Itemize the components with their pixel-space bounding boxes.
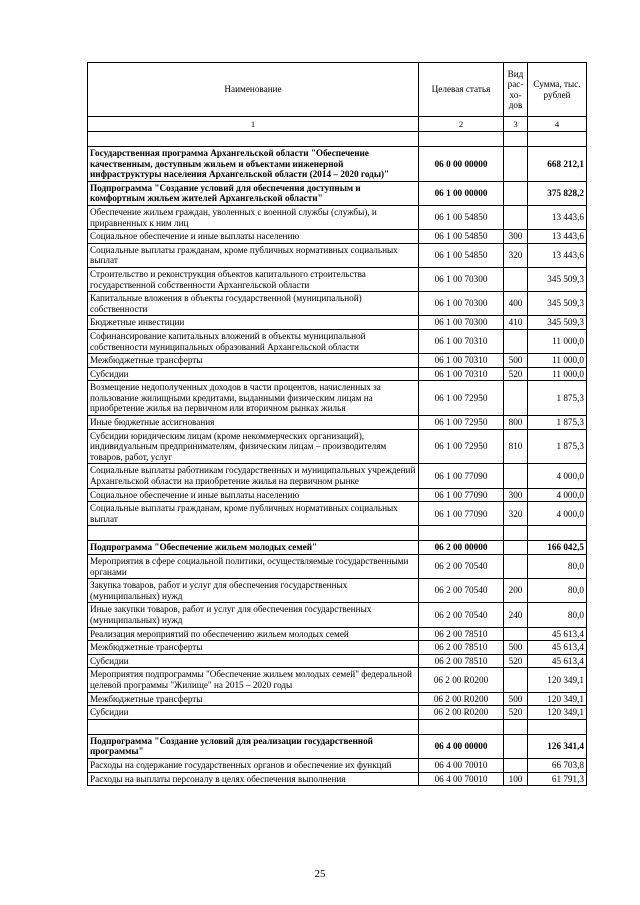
table-row	[88, 627, 587, 641]
column-number: 4	[528, 117, 587, 132]
kind-cell	[504, 668, 528, 692]
table-row	[88, 668, 587, 692]
name-cell: Субсидии	[88, 654, 419, 668]
kind-cell: 400	[504, 292, 528, 316]
code-cell: 06 2 00 70540	[419, 555, 504, 579]
name-cell: Подпрограмма "Создание условий для обеспечения доступным и комфортным жильем жителей Архангельской области"	[88, 181, 419, 205]
code-cell: 06 1 00 54850	[419, 205, 504, 229]
header-code: Целевая статья	[419, 63, 504, 117]
name-cell: Подпрограмма "Создание условий для реализации государственной программы"	[88, 734, 419, 758]
kind-cell: 500	[504, 641, 528, 655]
code-cell: 06 1 00 70300	[419, 316, 504, 330]
kind-cell	[504, 381, 528, 416]
empty-cell	[528, 132, 587, 147]
spacer-row	[88, 526, 587, 541]
name-cell: Государственная программа Архангельской области "Обеспечение качественным, доступным жильем и объектами инженерной инфраструктуры населения Архангельской области (2014 – 2020 годы)"	[88, 147, 419, 182]
code-cell: 06 1 00 77090	[419, 464, 504, 488]
name-cell: Подпрограмма "Обеспечение жильем молодых семей"	[88, 541, 419, 555]
sum-cell: 1 875,3	[528, 381, 587, 416]
budget-table-container	[87, 62, 586, 786]
kind-cell: 410	[504, 316, 528, 330]
sum-cell: 45 613,4	[528, 627, 587, 641]
empty-cell	[419, 719, 504, 734]
kind-cell	[504, 627, 528, 641]
code-cell: 06 4 00 70010	[419, 758, 504, 772]
kind-cell	[504, 267, 528, 291]
name-cell: Межбюджетные трансферты	[88, 692, 419, 706]
kind-cell: 520	[504, 654, 528, 668]
sum-cell: 166 042,5	[528, 541, 587, 555]
sum-cell: 80,0	[528, 555, 587, 579]
table-row	[88, 706, 587, 720]
code-cell: 06 2 00 78510	[419, 654, 504, 668]
name-cell: Обеспечение жильем граждан, уволенных с военной службы (службы), и приравненных к ним лиц	[88, 205, 419, 229]
code-cell: 06 1 00 72950	[419, 381, 504, 416]
sum-cell: 1 875,3	[528, 416, 587, 430]
name-cell: Субсидии	[88, 706, 419, 720]
sum-cell: 668 212,1	[528, 147, 587, 182]
sum-cell: 13 443,6	[528, 205, 587, 229]
name-cell: Субсидии юридическим лицам (кроме некоммерческих организаций), индивидуальным предпринимателям, физическим лицам – производителям товаров, работ, услуг	[88, 429, 419, 464]
empty-cell	[419, 526, 504, 541]
sum-cell: 4 000,0	[528, 488, 587, 502]
kind-cell	[504, 555, 528, 579]
budget-table	[87, 62, 587, 786]
kind-cell	[504, 181, 528, 205]
name-cell: Мероприятия подпрограммы "Обеспечение жильем молодых семей" федеральной целевой программы "Жилище" на 2015 – 2020 годы	[88, 668, 419, 692]
code-cell: 06 2 00 R0200	[419, 692, 504, 706]
kind-cell: 100	[504, 772, 528, 786]
table-row	[88, 772, 587, 786]
table-row	[88, 243, 587, 267]
kind-cell	[504, 205, 528, 229]
name-cell: Социальные выплаты работникам государственных и муниципальных учреждений Архангельской области на приобретение жилья на первичном рынке	[88, 464, 419, 488]
kind-cell	[504, 541, 528, 555]
name-cell: Мероприятия в сфере социальной политики, осуществляемые государственными органами	[88, 555, 419, 579]
table-row	[88, 692, 587, 706]
sum-cell: 45 613,4	[528, 654, 587, 668]
sum-cell: 345 509,3	[528, 316, 587, 330]
sum-cell: 345 509,3	[528, 292, 587, 316]
code-cell: 06 0 00 00000	[419, 147, 504, 182]
sum-cell: 4 000,0	[528, 502, 587, 526]
code-cell: 06 2 00 78510	[419, 627, 504, 641]
sum-cell: 375 828,2	[528, 181, 587, 205]
column-number-row	[88, 117, 587, 132]
code-cell: 06 1 00 72950	[419, 416, 504, 430]
table-row	[88, 381, 587, 416]
sum-cell: 13 443,6	[528, 230, 587, 244]
kind-cell	[504, 464, 528, 488]
code-cell: 06 1 00 54850	[419, 243, 504, 267]
column-number: 2	[419, 117, 504, 132]
kind-cell: 800	[504, 416, 528, 430]
kind-cell: 300	[504, 488, 528, 502]
sum-cell: 61 791,3	[528, 772, 587, 786]
empty-cell	[528, 719, 587, 734]
spacer-row	[88, 132, 587, 147]
code-cell: 06 4 00 00000	[419, 734, 504, 758]
sum-cell: 120 349,1	[528, 692, 587, 706]
code-cell: 06 2 00 R0200	[419, 668, 504, 692]
empty-cell	[504, 526, 528, 541]
name-cell: Закупка товаров, работ и услуг для обеспечения государственных (муниципальных) нужд	[88, 579, 419, 603]
name-cell: Расходы на содержание государственных органов и обеспечение их функций	[88, 758, 419, 772]
table-row	[88, 758, 587, 772]
table-row	[88, 603, 587, 627]
table-row	[88, 329, 587, 353]
table-row	[88, 416, 587, 430]
name-cell: Капитальные вложения в объекты государственной (муниципальной) собственности	[88, 292, 419, 316]
kind-cell	[504, 758, 528, 772]
kind-cell: 500	[504, 354, 528, 368]
table-row	[88, 488, 587, 502]
kind-cell: 320	[504, 243, 528, 267]
sum-cell: 13 443,6	[528, 243, 587, 267]
header-kind: Вид рас-хо-дов	[504, 63, 528, 117]
kind-cell: 520	[504, 706, 528, 720]
name-cell: Социальные выплаты гражданам, кроме публичных нормативных социальных выплат	[88, 243, 419, 267]
sum-cell: 4 000,0	[528, 464, 587, 488]
name-cell: Социальное обеспечение и иные выплаты населению	[88, 488, 419, 502]
name-cell: Бюджетные инвестиции	[88, 316, 419, 330]
code-cell: 06 1 00 70300	[419, 267, 504, 291]
code-cell: 06 1 00 54850	[419, 230, 504, 244]
kind-cell: 500	[504, 692, 528, 706]
header-name: Наименование	[88, 63, 419, 117]
kind-cell: 810	[504, 429, 528, 464]
sum-cell: 11 000,0	[528, 367, 587, 381]
code-cell: 06 2 00 00000	[419, 541, 504, 555]
name-cell: Возмещение недополученных доходов в части процентов, начисленных за пользование жилищными кредитами, выданными физическим лицам на приобретение жилья на первичном или вторичном рынках жилья	[88, 381, 419, 416]
sum-cell: 11 000,0	[528, 354, 587, 368]
kind-cell	[504, 734, 528, 758]
kind-cell: 520	[504, 367, 528, 381]
code-cell: 06 1 00 70310	[419, 329, 504, 353]
table-row	[88, 230, 587, 244]
table-row	[88, 354, 587, 368]
program-row	[88, 181, 587, 205]
sum-cell: 45 613,4	[528, 641, 587, 655]
kind-cell: 200	[504, 579, 528, 603]
name-cell: Социальные выплаты гражданам, кроме публичных нормативных социальных выплат	[88, 502, 419, 526]
table-row	[88, 292, 587, 316]
program-row	[88, 541, 587, 555]
name-cell: Строительство и реконструкция объектов капитального строительства государственной собственности Архангельской области	[88, 267, 419, 291]
table-row	[88, 429, 587, 464]
code-cell: 06 2 00 R0200	[419, 706, 504, 720]
kind-cell: 300	[504, 230, 528, 244]
empty-cell	[419, 132, 504, 147]
name-cell: Социальное обеспечение и иные выплаты населению	[88, 230, 419, 244]
header-sum: Сумма, тыс. рублей	[528, 63, 587, 117]
table-row	[88, 267, 587, 291]
code-cell: 06 1 00 77090	[419, 502, 504, 526]
empty-cell	[88, 526, 419, 541]
name-cell: Софинансирование капитальных вложений в объекты муниципальной собственности муниципальных образований Архангельской области	[88, 329, 419, 353]
name-cell: Иные бюджетные ассигнования	[88, 416, 419, 430]
empty-cell	[504, 719, 528, 734]
spacer-row	[88, 719, 587, 734]
program-row	[88, 734, 587, 758]
table-row	[88, 579, 587, 603]
empty-cell	[88, 132, 419, 147]
sum-cell: 120 349,1	[528, 706, 587, 720]
name-cell: Субсидии	[88, 367, 419, 381]
table-row	[88, 205, 587, 229]
code-cell: 06 1 00 00000	[419, 181, 504, 205]
kind-cell: 240	[504, 603, 528, 627]
sum-cell: 80,0	[528, 603, 587, 627]
kind-cell: 320	[504, 502, 528, 526]
table-body	[88, 132, 587, 786]
sum-cell: 66 703,8	[528, 758, 587, 772]
code-cell: 06 1 00 70300	[419, 292, 504, 316]
sum-cell: 11 000,0	[528, 329, 587, 353]
column-number: 1	[88, 117, 419, 132]
table-row	[88, 555, 587, 579]
column-number: 3	[504, 117, 528, 132]
empty-cell	[88, 719, 419, 734]
sum-cell: 1 875,3	[528, 429, 587, 464]
table-row	[88, 316, 587, 330]
kind-cell	[504, 147, 528, 182]
page-number: 25	[314, 868, 326, 880]
code-cell: 06 1 00 70310	[419, 354, 504, 368]
table-row	[88, 654, 587, 668]
name-cell: Иные закупки товаров, работ и услуг для обеспечения государственных (муниципальных) нужд	[88, 603, 419, 627]
code-cell: 06 2 00 70540	[419, 603, 504, 627]
kind-cell	[504, 329, 528, 353]
table-header-row	[88, 63, 587, 117]
sum-cell: 80,0	[528, 579, 587, 603]
code-cell: 06 1 00 72950	[419, 429, 504, 464]
name-cell: Межбюджетные трансферты	[88, 354, 419, 368]
sum-cell: 126 341,4	[528, 734, 587, 758]
table-row	[88, 367, 587, 381]
code-cell: 06 2 00 78510	[419, 641, 504, 655]
sum-cell: 345 509,3	[528, 267, 587, 291]
code-cell: 06 2 00 70540	[419, 579, 504, 603]
table-row	[88, 641, 587, 655]
table-row	[88, 502, 587, 526]
empty-cell	[528, 526, 587, 541]
code-cell: 06 1 00 77090	[419, 488, 504, 502]
program-row	[88, 147, 587, 182]
code-cell: 06 4 00 70010	[419, 772, 504, 786]
name-cell: Межбюджетные трансферты	[88, 641, 419, 655]
sum-cell: 120 349,1	[528, 668, 587, 692]
empty-cell	[504, 132, 528, 147]
table-row	[88, 464, 587, 488]
name-cell: Расходы на выплаты персоналу в целях обеспечения выполнения	[88, 772, 419, 786]
code-cell: 06 1 00 70310	[419, 367, 504, 381]
name-cell: Реализация мероприятий по обеспечению жильем молодых семей	[88, 627, 419, 641]
